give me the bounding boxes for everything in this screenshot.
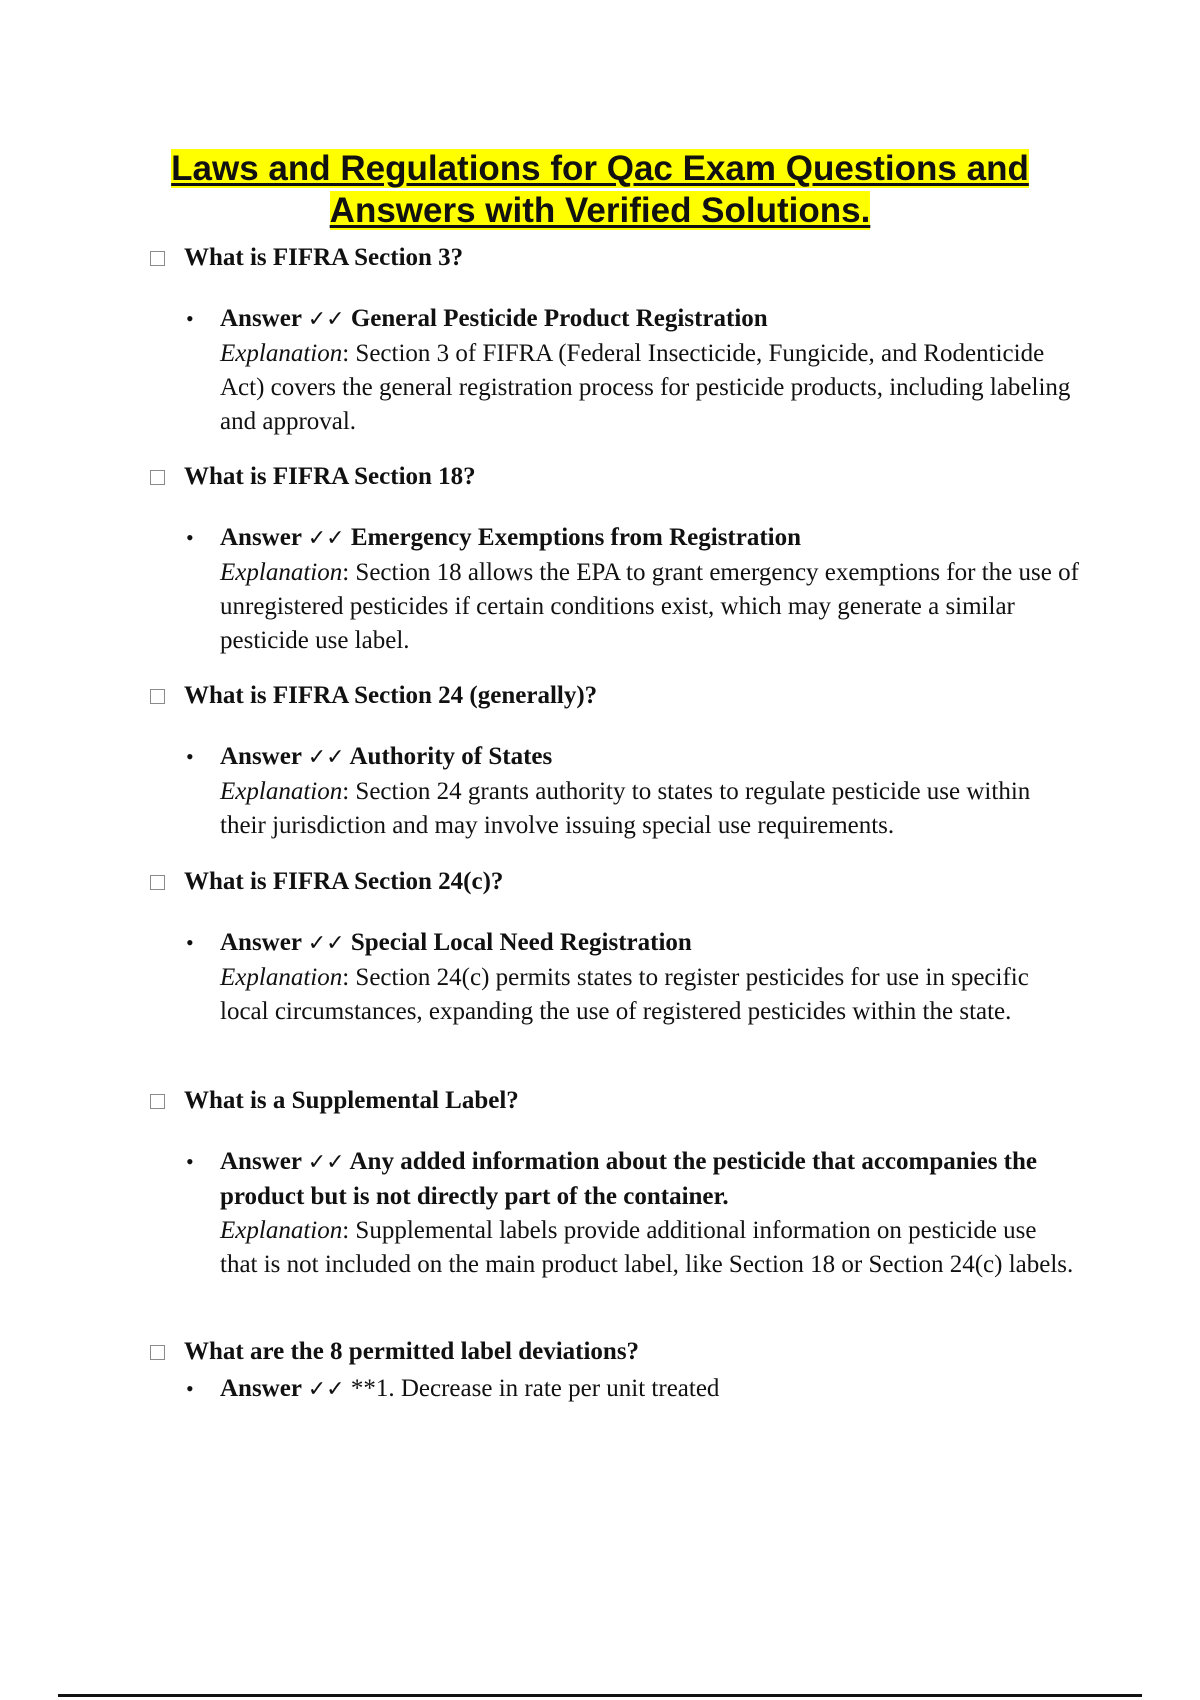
explanation-text: [220, 775, 1080, 843]
qa-item: [150, 866, 1080, 1029]
double-check-icon: ✓✓: [307, 307, 345, 332]
answer-prefix: Answer: [220, 743, 302, 770]
checkbox-icon[interactable]: [150, 1094, 165, 1109]
explanation-label: Explanation: [220, 1217, 343, 1244]
question-text: What is FIFRA Section 18?: [184, 463, 476, 490]
bullet-icon: •: [186, 525, 194, 550]
answer-block: [186, 1145, 1080, 1282]
answer-block: [186, 926, 1080, 1029]
answer-text: Special Local Need Registration: [350, 929, 692, 956]
title-line-2: Answers with Verified Solutions.: [329, 191, 871, 230]
answer-line: [220, 302, 1080, 337]
question-row: [150, 1336, 1080, 1368]
double-check-icon: ✓✓: [307, 1377, 345, 1402]
checkbox-icon[interactable]: [150, 470, 165, 485]
question-row: [150, 242, 1080, 274]
answer-text: General Pesticide Product Registration: [350, 305, 768, 332]
title-line-1: Laws and Regulations for Qac Exam Questions and: [171, 149, 1029, 188]
answer-text: Emergency Exemptions from Registration: [350, 524, 802, 551]
answer-text: Any added information about the pesticide that accompanies the product but is not directly part of the container.: [220, 1148, 1037, 1210]
bullet-icon: •: [186, 1149, 194, 1174]
question-row: [150, 866, 1080, 898]
answer-line: [220, 1145, 1080, 1214]
double-check-icon: ✓✓: [307, 1150, 345, 1175]
answer-text: **1. Decrease in rate per unit treated: [350, 1375, 720, 1402]
answer-line: [220, 1372, 1080, 1407]
question-text: What is a Supplemental Label?: [184, 1087, 519, 1114]
answer-text: Authority of States: [349, 743, 553, 770]
explanation-body: : Section 3 of FIFRA (Federal Insecticide, Fungicide, and Rodenticide Act) covers the general registration process for pesticide products, including labeling and approval.: [220, 340, 1071, 435]
qa-item: [150, 680, 1080, 843]
explanation-text: [220, 1214, 1080, 1282]
bullet-icon: •: [186, 744, 194, 769]
document-title: [100, 148, 1100, 232]
answer-prefix: Answer: [220, 305, 302, 332]
qa-item: [150, 242, 1080, 439]
explanation-label: Explanation: [220, 340, 343, 367]
answer-block: [186, 521, 1080, 658]
question-row: [150, 461, 1080, 493]
explanation-label: Explanation: [220, 778, 343, 805]
checkbox-icon[interactable]: [150, 689, 165, 704]
answer-block: [186, 1372, 1080, 1407]
checkbox-icon[interactable]: [150, 1345, 165, 1360]
answer-line: [220, 926, 1080, 961]
answer-prefix: Answer: [220, 1375, 302, 1402]
explanation-text: [220, 961, 1080, 1029]
explanation-body: : Supplemental labels provide additional information on pesticide use that is not included on the main product label, like Section 18 or Section 24(c) labels.: [220, 1217, 1074, 1278]
explanation-body: : Section 18 allows the EPA to grant emergency exemptions for the use of unregistered pesticides if certain conditions exist, which may generate a similar pesticide use label.: [220, 559, 1079, 654]
footer-divider: [58, 1694, 1142, 1697]
double-check-icon: ✓✓: [307, 931, 345, 956]
question-text: What are the 8 permitted label deviations?: [184, 1338, 640, 1365]
bullet-icon: •: [186, 1376, 194, 1401]
question-text: What is FIFRA Section 24(c)?: [184, 868, 504, 895]
answer-prefix: Answer: [220, 929, 302, 956]
answer-prefix: Answer: [220, 524, 302, 551]
explanation-text: [220, 337, 1080, 439]
explanation-label: Explanation: [220, 964, 343, 991]
qa-item: [150, 1085, 1080, 1282]
explanation-text: [220, 556, 1080, 658]
qa-item: [150, 461, 1080, 658]
question-text: What is FIFRA Section 24 (generally)?: [184, 682, 598, 709]
explanation-body: : Section 24(c) permits states to register pesticides for use in specific local circumstances, expanding the use of registered pesticides within the state.: [220, 964, 1029, 1025]
answer-block: [186, 740, 1080, 843]
explanation-body: : Section 24 grants authority to states to regulate pesticide use within their jurisdiction and may involve issuing special use requirements.: [220, 778, 1031, 839]
question-row: [150, 1085, 1080, 1117]
double-check-icon: ✓✓: [307, 526, 345, 551]
answer-line: [220, 521, 1080, 556]
answer-prefix: Answer: [220, 1148, 302, 1175]
checkbox-icon[interactable]: [150, 251, 165, 266]
double-check-icon: ✓✓: [307, 745, 345, 770]
explanation-label: Explanation: [220, 559, 343, 586]
question-row: [150, 680, 1080, 712]
bullet-icon: •: [186, 306, 194, 331]
question-text: What is FIFRA Section 3?: [184, 244, 464, 271]
answer-block: [186, 302, 1080, 439]
bullet-icon: •: [186, 930, 194, 955]
checkbox-icon[interactable]: [150, 875, 165, 890]
answer-line: [220, 740, 1080, 775]
qa-item: [150, 1336, 1080, 1407]
